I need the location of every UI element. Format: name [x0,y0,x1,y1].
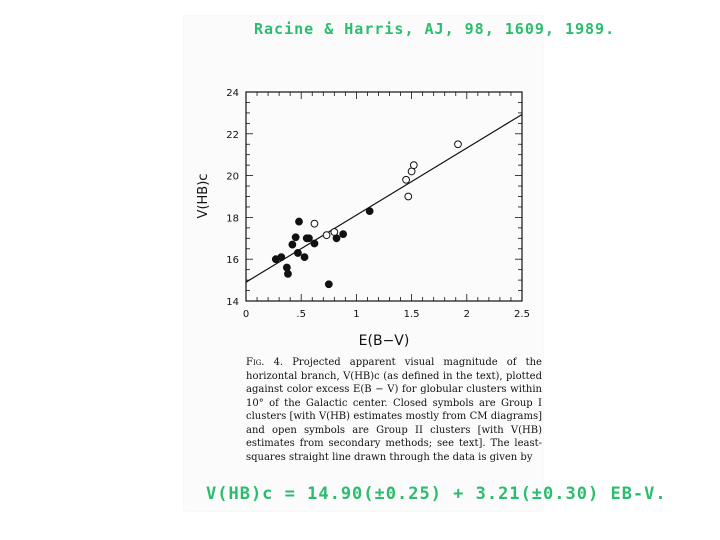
data-point-group-i [289,241,296,248]
data-point-group-i [292,234,299,241]
figure-caption [246,356,542,464]
y-tick-label: 16 [226,255,239,267]
data-point-group-i [294,250,301,257]
x-tick-label: 1.5 [403,309,420,320]
data-point-group-ii [403,176,410,183]
caption-text: Projected apparent visual magnitude of the horizontal branch, V(HB)c (as defined in the text), plotted against color excess E(B − V) for globular clusters within 10° of the Galactic center. Closed symbols are Group I clusters [with V(HB) estimates mostly from CM diagrams] and open symbols are Group II clusters [with V(HB) estimates from secondary methods; see text]. The least-squares straight line drawn through the data is given by [246,357,542,463]
y-tick-label: 24 [226,88,239,99]
x-tick-label: .5 [296,309,306,320]
x-tick-label: 2.5 [514,309,530,320]
data-point-group-i [306,235,313,242]
data-point-group-i [366,208,373,215]
x-tick-label: 2 [463,309,470,320]
y-tick-label: 14 [226,297,239,308]
data-point-group-i [283,264,290,271]
x-axis-label: E(B−V) [358,333,410,349]
data-point-group-ii [405,193,412,200]
x-tick-label: 0 [242,309,250,320]
data-point-group-i [278,254,285,261]
handwritten-equation: V(HB)c = 14.90(±0.25) + 3.21(±0.30) EB-V. [206,484,667,504]
y-axis-label: V(HB)c [196,173,211,219]
y-tick-label: 18 [226,213,239,225]
data-point-group-i [285,270,292,277]
y-tick-label: 22 [226,129,239,141]
data-point-group-i [311,240,318,247]
data-point-group-ii [311,220,318,227]
data-point-group-i [296,218,303,225]
data-point-group-ii [323,232,330,239]
x-tick-label: 1 [353,309,360,320]
fit-line [246,114,522,282]
data-point-group-i [340,231,347,238]
data-point-group-ii [331,229,338,236]
data-point-group-ii [410,162,417,169]
y-tick-label: 20 [226,171,239,183]
data-point-group-i [325,281,332,288]
data-point-group-i [301,254,308,261]
caption-lead: Fig. 4. [246,357,284,368]
handwritten-citation: Racine & Harris, AJ, 98, 1609, 1989. [254,20,616,38]
data-point-group-ii [455,141,462,148]
